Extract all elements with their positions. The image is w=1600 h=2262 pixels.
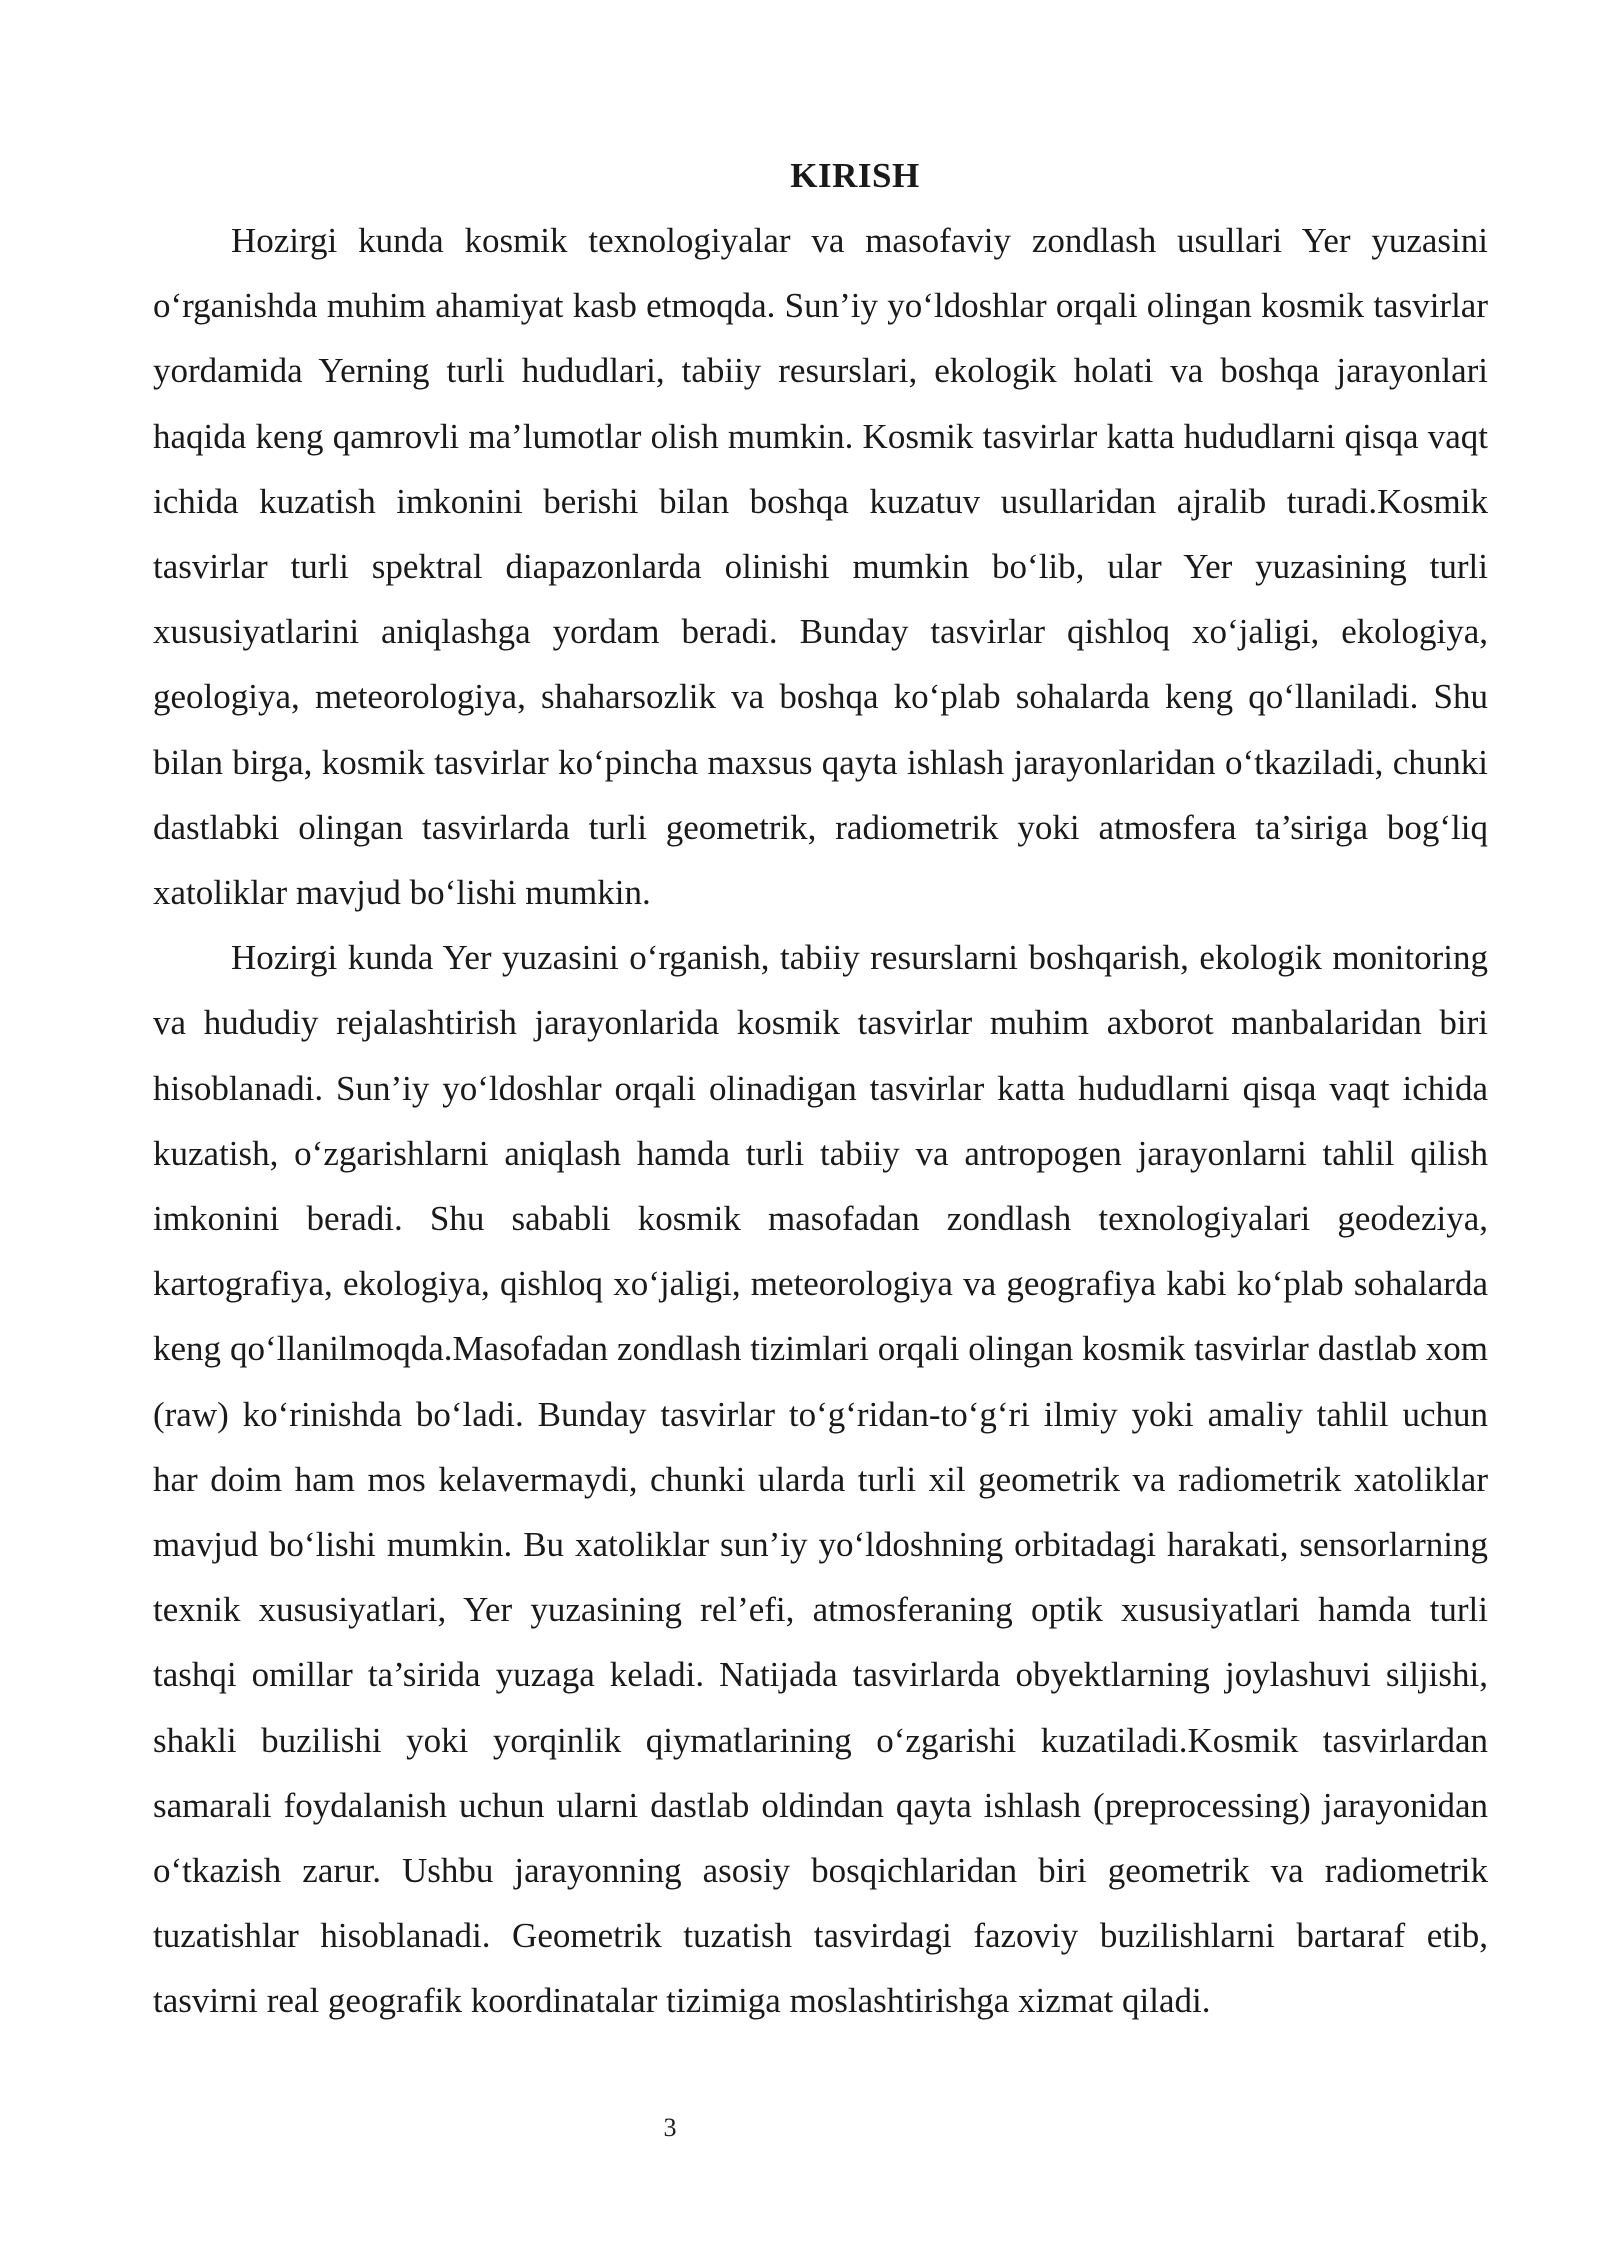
body-text bbox=[153, 208, 1488, 2034]
section-heading: KIRISH bbox=[790, 156, 920, 195]
page-number: 3 bbox=[663, 2113, 677, 2142]
paragraph-2: Hozirgi kunda Yer yuzasini o‘rganish, tabiiy resurslarni boshqarish, ekologik monitoring va hududiy rejalashtirish jarayonlarida kosmik tasvirlar muhim axborot manbalaridan biri hisoblanadi. Sun’iy yo‘ldoshlar orqali olinadigan tasvirlar katta hududlarni qisqa vaqt ichida kuzatish, o‘zgarishlarni aniqlash hamda turli tabiiy va antropogen jarayonlarni tahlil qilish imkonini beradi. Shu sababli kosmik masofadan zondlash texnologiyalari geodeziya, kartografiya, ekologiya, qishloq xo‘jaligi, meteorologiya va geografiya kabi ko‘plab sohalarda keng qo‘llanilmoqda.Masofadan zondlash tizimlari orqali olingan kosmik tasvirlar dastlab xom (raw) ko‘rinishda bo‘ladi. Bunday tasvirlar to‘g‘ridan-to‘g‘ri ilmiy yoki amaliy tahlil uchun har doim ham mos kelavermaydi, chunki ularda turli xil geometrik va radiometrik xatoliklar mavjud bo‘lishi mumkin. Bu xatoliklar sun’iy yo‘ldoshning orbitadagi harakati, sensorlarning texnik xususiyatlari, Yer yuzasining rel’efi, atmosferaning optik xususiyatlari hamda turli tashqi omillar ta’sirida yuzaga keladi. Natijada tasvirlarda obyektlarning joylashuvi siljishi, shakli buzilishi yoki yorqinlik qiymatlarining o‘zgarishi kuzatiladi.Kosmik tasvirlardan samarali foydalanish uchun ularni dastlab oldindan qayta ishlash (preprocessing) jarayonidan o‘tkazish zarur. Ushbu jarayonning asosiy bosqichlaridan biri geometrik va radiometrik tuzatishlar hisoblanadi. Geometrik tuzatish tasvirdagi fazoviy buzilishlarni bartaraf etib, tasvirni real geografik koordinatalar tizimiga moslashtirishga xizmat qiladi. bbox=[153, 938, 1488, 2021]
paragraph-1: Hozirgi kunda kosmik texnologiyalar va masofaviy zondlash usullari Yer yuzasini o‘rganishda muhim ahamiyat kasb etmoqda. Sun’iy yo‘ldoshlar orqali olingan kosmik tasvirlar yordamida Yerning turli hududlari, tabiiy resurslari, ekologik holati va boshqa jarayonlari haqida keng qamrovli ma’lumotlar olish mumkin. Kosmik tasvirlar katta hududlarni qisqa vaqt ichida kuzatish imkonini berishi bilan boshqa kuzatuv usullaridan ajralib turadi.Kosmik tasvirlar turli spektral diapazonlarda olinishi mumkin bo‘lib, ular Yer yuzasining turli xususiyatlarini aniqlashga yordam beradi. Bunday tasvirlar qishloq xo‘jaligi, ekologiya, geologiya, meteorologiya, shaharsozlik va boshqa ko‘plab sohalarda keng qo‘llaniladi. Shu bilan birga, kosmik tasvirlar ko‘pincha maxsus qayta ishlash jarayonlaridan o‘tkaziladi, chunki dastlabki olingan tasvirlarda turli geometrik, radiometrik yoki atmosfera ta’siriga bog‘liq xatoliklar mavjud bo‘lishi mumkin. bbox=[153, 221, 1488, 913]
